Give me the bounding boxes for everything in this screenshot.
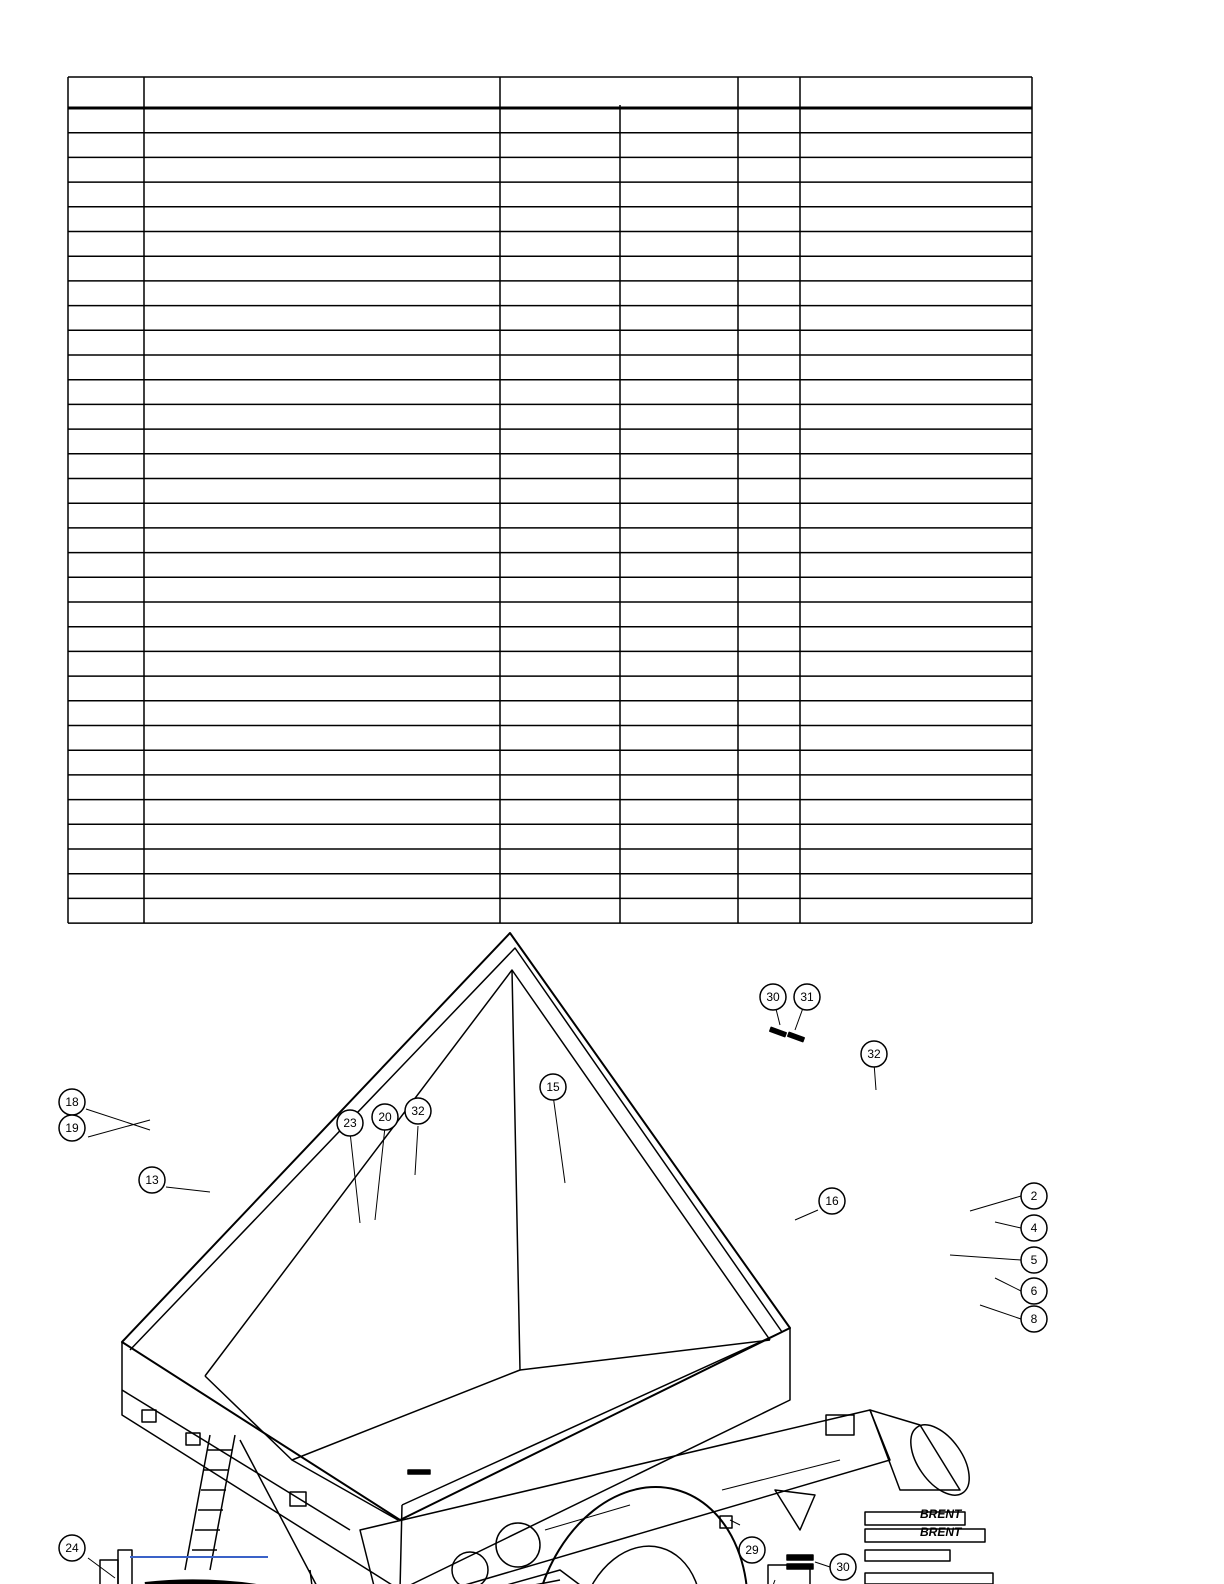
parts-list-table — [68, 76, 1034, 932]
callout-group — [55, 984, 1047, 1584]
callout-number: 15 — [546, 1080, 560, 1094]
callout-number: 29 — [745, 1543, 759, 1557]
callout-number: 5 — [1030, 1253, 1038, 1267]
footer-link[interactable] — [130, 1556, 268, 1558]
callout-number: 16 — [825, 1194, 839, 1208]
callout-number: 24 — [65, 1541, 79, 1555]
callout-number: 30 — [766, 990, 780, 1004]
brent-logo-decal: BRENT — [920, 1525, 962, 1539]
parts-table-grid — [68, 76, 1034, 932]
callout-number: 18 — [65, 1095, 79, 1109]
brent-logo-decal: BRENT — [920, 1507, 962, 1521]
callout-number: 32 — [867, 1047, 881, 1061]
callout-number: 23 — [343, 1116, 357, 1130]
callout-number: 30 — [836, 1560, 850, 1574]
hopper-rim — [122, 933, 790, 1520]
callout-number: 31 — [800, 990, 814, 1004]
callout-number: 4 — [1030, 1221, 1038, 1235]
callout-number: 2 — [1030, 1189, 1038, 1203]
callout-number: 20 — [378, 1110, 392, 1124]
callout-number: 19 — [65, 1121, 79, 1135]
callout-number: 8 — [1030, 1312, 1038, 1326]
callout-number: 13 — [145, 1173, 159, 1187]
grain-cart-exploded-diagram — [0, 930, 1224, 1574]
hopper-front-wall — [122, 1342, 402, 1584]
callout-number: 6 — [1030, 1284, 1038, 1298]
grain-cart-drawing — [0, 930, 1224, 1574]
callout-number: 32 — [411, 1104, 425, 1118]
